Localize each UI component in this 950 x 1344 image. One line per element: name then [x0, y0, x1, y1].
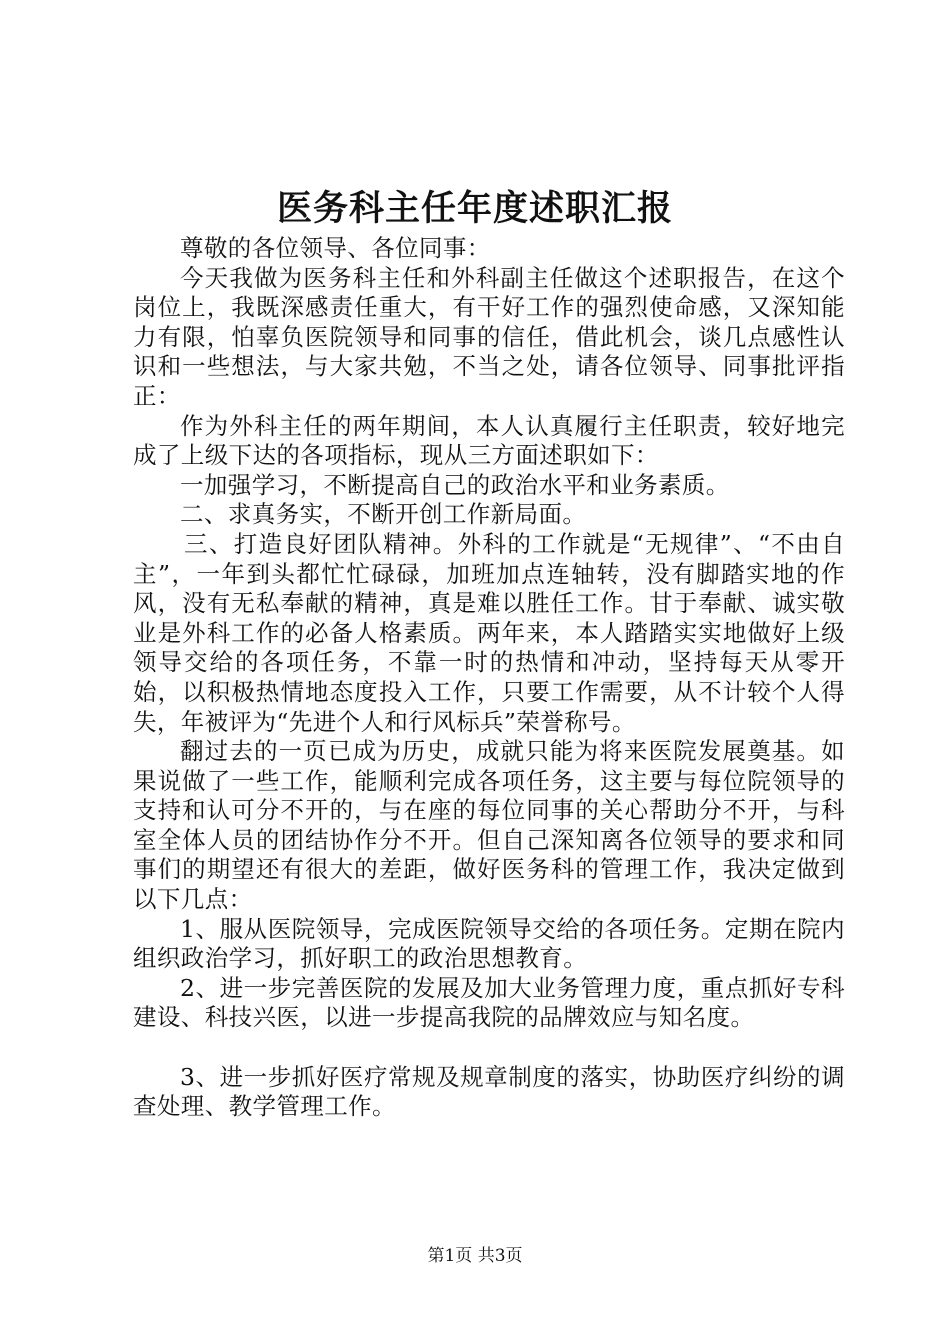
body-paragraph: 三、打造良好团队精神。外科的工作就是“无规律”、“不由自主”，一年到头都忙忙碌碌，加班加点连轴转，没有脚踏实地的作风，没有无私奉献的精神，真是难以胜任工作。甘于奉献、诚实敬业是外科工作的必备人格素质。两年来，本人踏踏实实地做好上级领导交给的各项任务，不靠一时的热情和冲动，坚持每天从零开始，以积极热情地态度投入工作，只要工作需要，从不计较个人得失，年被评为“先进个人和行风标兵”荣誉称号。 — [133, 529, 845, 736]
list-item-paragraph: 1、服从医院领导，完成医院领导交给的各项任务。定期在院内组织政治学习，抓好职工的政治思想教育。 — [133, 914, 845, 973]
body-paragraph: 作为外科主任的两年期间，本人认真履行主任职责，较好地完成了上级下达的各项指标，现从三方面述职如下： — [133, 411, 845, 470]
document-title: 医务科主任年度述职汇报 — [276, 188, 673, 229]
body-paragraph: 二、求真务实，不断开创工作新局面。 — [180, 500, 587, 529]
body-paragraph: 一加强学习，不断提高自己的政治水平和业务素质。 — [180, 470, 730, 499]
list-item-paragraph: 2、进一步完善医院的发展及加大业务管理力度，重点抓好专科建设、科技兴医，以进一步提高我院的品牌效应与知名度。 — [133, 973, 845, 1032]
body-paragraph: 翻过去的一页已成为历史，成就只能为将来医院发展奠基。如果说做了一些工作，能顺利完成各项任务，这主要与每位院领导的支持和认可分不开的，与在座的每位同事的关心帮助分不开，与科室全体人员的团结协作分不开。但自己深知离各位领导的要求和同事们的期望还有很大的差距，做好医务科的管理工作，我决定做到以下几点： — [133, 737, 845, 914]
body-paragraph: 今天我做为医务科主任和外科副主任做这个述职报告，在这个岗位上，我既深感责任重大，有干好工作的强烈使命感，又深知能力有限，怕辜负医院领导和同事的信任，借此机会，谈几点感性认识和一些想法，与大家共勉，不当之处，请各位领导、同事批评指正： — [133, 263, 845, 410]
page-indicator: 第1页 共3页 — [427, 1246, 523, 1266]
salutation-paragraph: 尊敬的各位领导、各位同事： — [180, 234, 491, 262]
list-item-paragraph: 3、进一步抓好医疗常规及规章制度的落实，协助医疗纠纷的调查处理、教学管理工作。 — [133, 1062, 845, 1121]
document-body — [133, 234, 845, 1122]
